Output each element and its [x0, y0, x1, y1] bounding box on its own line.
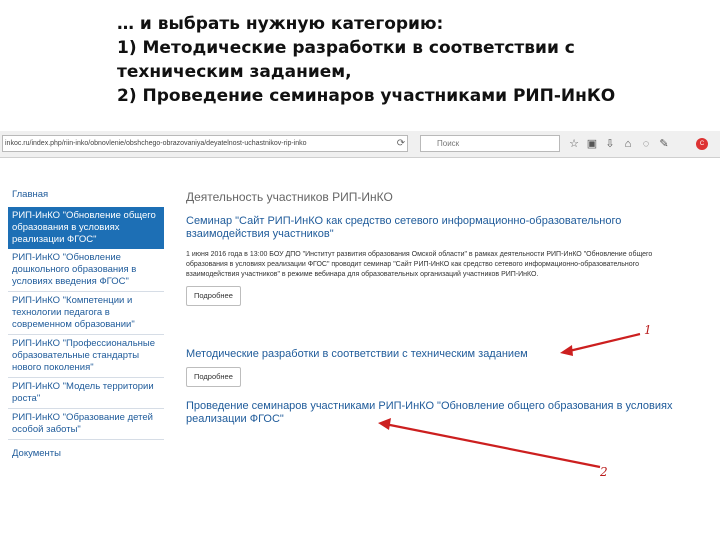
- search-input[interactable]: Поиск: [420, 135, 560, 152]
- extension-badge[interactable]: C: [696, 138, 708, 150]
- sidebar-item-general-education[interactable]: РИП-ИнКО "Обновление общего образования в условиях реализации ФГОС": [8, 207, 164, 249]
- sidebar-item-standards[interactable]: РИП-ИнКО "Профессиональные образовательные стандарты нового поколения": [8, 335, 164, 378]
- sidebar-item-competencies[interactable]: РИП-ИнКО "Компетенции и технологии педагога в современном образовании": [8, 292, 164, 335]
- toolbar-icons: [568, 136, 670, 152]
- read-more-button[interactable]: Подробнее: [186, 286, 241, 306]
- slide-heading-line: техническим заданием,: [117, 62, 352, 82]
- slide-heading: [117, 12, 697, 108]
- address-bar[interactable]: inkoc.ru/index.php/riin-inko/obnovlenie/obshchego-obrazovaniya/deyatelnost-uchastnikov-rip-inko: [2, 135, 408, 152]
- sidebar-item-territory[interactable]: РИП-ИнКО "Модель территории роста": [8, 378, 164, 409]
- seminars-section: [186, 400, 686, 426]
- clipboard-icon[interactable]: ▣: [586, 138, 598, 150]
- sidebar-item-documents[interactable]: Документы: [12, 448, 61, 459]
- slide-heading-line: … и выбрать нужную категорию:: [117, 14, 444, 34]
- browser-window: [0, 131, 720, 540]
- star-icon[interactable]: ☆: [569, 138, 579, 150]
- seminar-article-text: 1 июня 2016 года в 13:00 БОУ ДПО "Институт развития образования Омской области" в рамках деятельности РИП-ИнКО "Обновление общего образования в условиях реализации ФГОС" проводит семинар "Сайт РИП-ИнКО как средство сетевого информационно-образовательного взаимодействия участников" в режиме вебинара для образовательных организаций участников РИП-ИнКО.: [186, 251, 653, 278]
- sidebar-item-home[interactable]: Главная: [12, 189, 49, 200]
- seminar-article-link[interactable]: Семинар "Сайт РИП-ИнКО как средство сетевого информационно-образовательного взаимодействия участников": [186, 215, 622, 240]
- chat-icon[interactable]: ◌: [642, 138, 650, 150]
- methodical-section: [186, 348, 528, 387]
- sidebar-item-preschool[interactable]: РИП-ИнКО "Обновление дошкольного образования в условиях введения ФГОС": [8, 249, 164, 292]
- download-icon[interactable]: ⇩: [605, 138, 615, 150]
- read-more-button[interactable]: Подробнее: [186, 367, 241, 387]
- seminars-link[interactable]: Проведение семинаров участниками РИП-ИнКО "Обновление общего образования в условиях реализации ФГОС": [186, 400, 673, 425]
- annotation-label: 2: [600, 465, 608, 479]
- sidebar: [8, 175, 164, 463]
- page-title: Деятельность участников РИП-ИнКО: [186, 190, 393, 204]
- annotation-label: 1: [644, 323, 652, 337]
- home-icon[interactable]: ⌂: [624, 138, 632, 150]
- menu-icon[interactable]: ✎: [659, 138, 669, 150]
- slide-heading-line: 2) Проведение семинаров участниками РИП-ИнКО: [117, 86, 616, 106]
- sidebar-item-special-care[interactable]: РИП-ИнКО "Образование детей особой заботы": [8, 409, 164, 440]
- slide-heading-line: 1) Методические разработки в соответствии с: [117, 38, 575, 58]
- reload-icon[interactable]: ⟳: [396, 138, 406, 149]
- methodical-link[interactable]: Методические разработки в соответствии с техническим заданием: [186, 348, 528, 360]
- browser-toolbar: [0, 131, 720, 158]
- main-content: [186, 189, 706, 306]
